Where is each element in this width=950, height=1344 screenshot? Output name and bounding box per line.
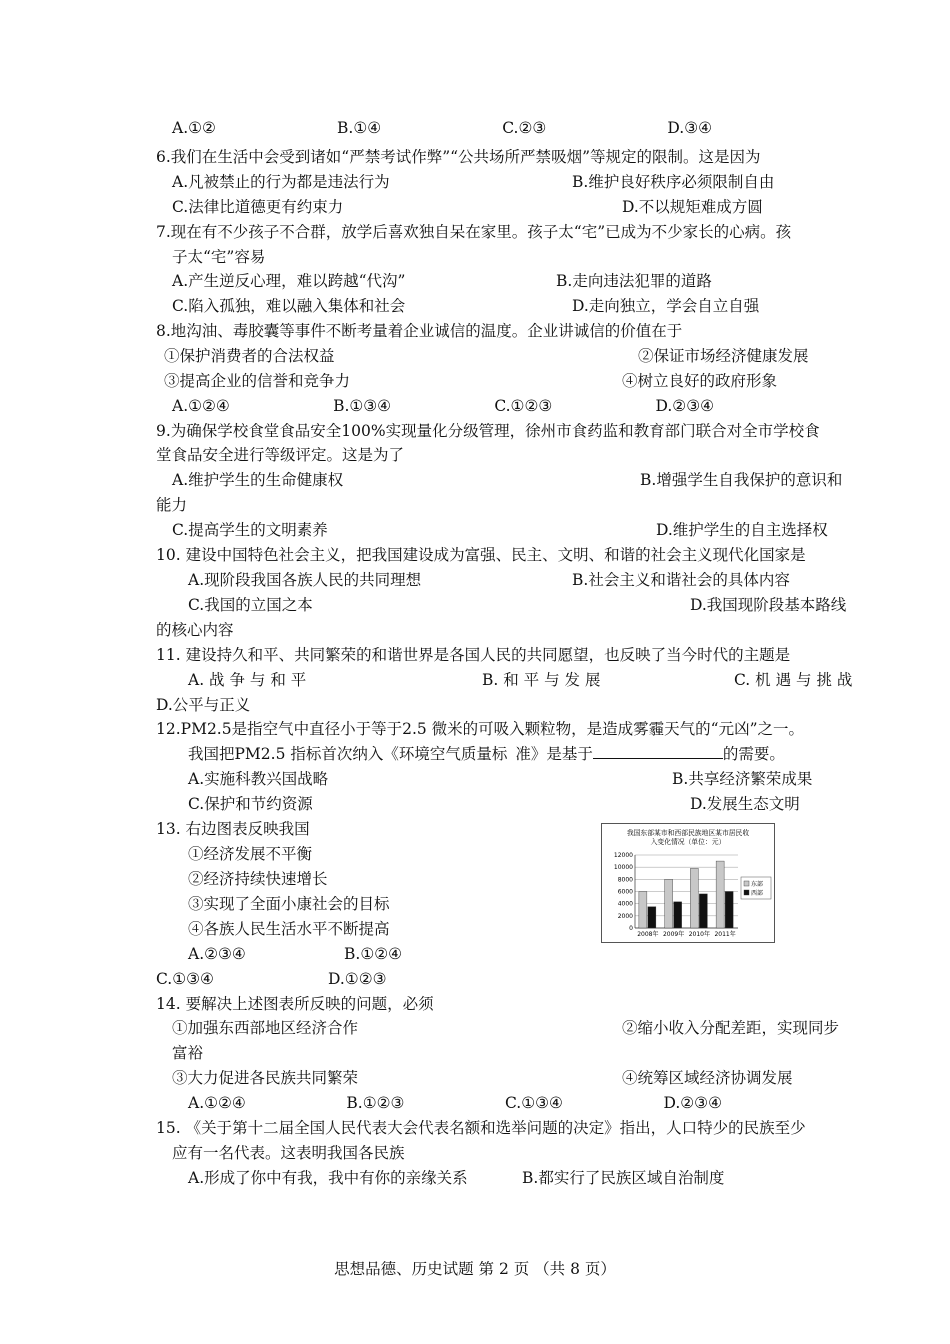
- chart-legend-swatch: [744, 890, 749, 895]
- q14-item-2: ②缩小收入分配差距，实现同步: [622, 1019, 840, 1037]
- income-chart-svg: [602, 824, 774, 942]
- chart-bar: [639, 892, 647, 929]
- q12-option-d: D.发展生态文明: [690, 795, 800, 813]
- q9-stem-line2: 堂食品安全进行等级评定。这是为了: [156, 446, 405, 464]
- q6-stem: 6.我们在生活中会受到诸如“严禁考试作弊”“公共场所严禁吸烟”等规定的限制。这是因为: [156, 148, 761, 166]
- q14-option-c: C.①③④: [504, 1094, 563, 1112]
- q15-stem-line1: 15. 《关于第十二届全国人民代表大会代表名额和选举问题的决定》指出，人口特少的民族至少: [156, 1119, 806, 1137]
- q8-option-c: C.①②③: [494, 397, 553, 415]
- q12-stem-line2: [188, 744, 785, 764]
- q13-item-1: ①经济发展不平衡: [188, 845, 313, 863]
- q13-item-3: ③实现了全面小康社会的目标: [188, 895, 390, 913]
- q14-item-1: ①加强东西部地区经济合作: [172, 1019, 359, 1037]
- chart-bar: [674, 902, 682, 928]
- q8-item-4: ④树立良好的政府形象: [622, 372, 778, 390]
- q8-item-2: ②保证市场经济健康发展: [638, 347, 809, 365]
- q6-option-a: A.凡被禁止的行为都是违法行为: [172, 173, 390, 191]
- page-footer: 思想品德、历史试题 第 2 页 （共 8 页）: [334, 1260, 616, 1278]
- q13-option-d: D.①②③: [328, 970, 387, 988]
- chart-bar: [725, 892, 733, 929]
- chart-bar: [665, 879, 673, 928]
- q7-option-d: D.走向独立，学会自立自强: [572, 297, 760, 315]
- q13-item-4: ④各族人民生活水平不断提高: [188, 920, 390, 938]
- q8-options: [172, 396, 714, 416]
- q6-option-b: B.维护良好秩序必须限制自由: [572, 173, 775, 191]
- chart-x-tick-label: 2008年: [637, 931, 659, 938]
- q12-option-b: B.共享经济繁荣成果: [672, 770, 813, 788]
- q14-option-d: D.②③④: [663, 1094, 722, 1112]
- q14-options: [188, 1093, 722, 1113]
- chart-bar: [716, 861, 724, 928]
- q5-option-c: C.②③: [502, 119, 547, 137]
- q13-item-2: ②经济持续快速增长: [188, 870, 328, 888]
- q10-option-c: C.我国的立国之本: [188, 596, 313, 614]
- q8-stem: 8.地沟油、毒胶囊等事件不断考量着企业诚信的温度。企业讲诚信的价值在于: [156, 322, 683, 340]
- chart-y-tick-label: 10000: [613, 864, 633, 872]
- chart-title-line2: 入变化情况（单位：元）: [650, 838, 726, 846]
- chart-bar: [690, 868, 698, 928]
- chart-y-tick-label: 2000: [617, 912, 633, 920]
- q13-option-b: B.①②④: [344, 945, 403, 963]
- q10-option-a: A.现阶段我国各族人民的共同理想: [188, 571, 422, 589]
- q7-option-c: C.陷入孤独，难以融入集体和社会: [172, 297, 406, 315]
- q14-option-b: B.①②③: [346, 1094, 405, 1112]
- chart-x-tick-label: 2010年: [688, 931, 711, 938]
- q9-option-a: A.维护学生的生命健康权: [172, 471, 344, 489]
- q13-stem: 13. 右边图表反映我国: [156, 820, 310, 838]
- q5-option-d: D.③④: [667, 119, 712, 137]
- chart-x-tick-label: 2011年: [714, 931, 736, 938]
- q8-option-a: A.①②④: [172, 397, 230, 415]
- q13-option-c: C.①③④: [156, 970, 214, 988]
- q10-option-b: B.社会主义和谐社会的具体内容: [572, 571, 790, 589]
- q11-option-a: A. 战 争 与 和 平: [188, 671, 307, 689]
- chart-title-line1: 我国东部某市和西部民族地区某市居民收: [626, 829, 750, 837]
- q7-option-a: A.产生逆反心理，难以跨越“代沟”: [172, 272, 406, 290]
- chart-y-tick-label: 4000: [617, 900, 633, 908]
- q12-stem-part2: 准》是基于: [515, 745, 593, 763]
- q11-option-c: C. 机 遇 与 挑 战: [734, 671, 853, 689]
- chart-legend-label: 西部: [751, 890, 764, 897]
- q11-option-d: D.公平与正义: [156, 696, 251, 714]
- chart-legend-label: 东部: [751, 881, 764, 888]
- chart-bar: [699, 894, 707, 928]
- q6-option-d: D.不以规矩难成方圆: [622, 198, 763, 216]
- q15-option-a: A.形成了你中有我，我中有你的亲缘关系: [188, 1169, 468, 1187]
- q8-option-b: B.①③④: [333, 397, 392, 415]
- q10-option-d: D.我国现阶段基本路线: [690, 596, 847, 614]
- q12-stem-part1: 我国把PM2.5 指标首次纳入《环境空气质量标: [188, 745, 508, 763]
- q8-item-3: ③提高企业的信誉和竞争力: [164, 372, 351, 390]
- chart-y-tick-label: 0: [629, 925, 633, 932]
- q12-option-c: C.保护和节约资源: [188, 795, 313, 813]
- q14-item-2-cont: 富裕: [172, 1044, 204, 1062]
- income-chart: [601, 823, 775, 943]
- q14-stem: 14. 要解决上述图表所反映的问题，必须: [156, 995, 434, 1013]
- q9-option-c: C.提高学生的文明素养: [172, 521, 328, 539]
- q14-item-3: ③大力促进各民族共同繁荣: [172, 1069, 359, 1087]
- q7-stem-line2: 子太“宅”容易: [172, 248, 266, 266]
- chart-legend-swatch: [744, 881, 749, 886]
- q12-option-a: A.实施科教兴国战略: [188, 770, 329, 788]
- q11-option-b: B. 和 平 与 发 展: [482, 671, 601, 689]
- q7-stem-line1: 7.现在有不少孩子不合群，放学后喜欢独自呆在家里。孩子太“宅”已成为不少家长的心病。孩: [156, 223, 792, 241]
- q15-stem-line2: 应有一名代表。这表明我国各民族: [172, 1144, 405, 1162]
- answer-blank: [593, 744, 723, 759]
- q9-option-b-cont: 能力: [156, 496, 188, 514]
- q14-item-4: ④统筹区域经济协调发展: [622, 1069, 793, 1087]
- q13-option-a: A.②③④: [188, 945, 246, 963]
- q14-option-a: A.①②④: [188, 1094, 246, 1112]
- chart-bar: [648, 907, 656, 928]
- q12-stem-part3: 的需要。: [722, 745, 785, 763]
- q5-options: [172, 118, 712, 138]
- q7-option-b: B.走向违法犯罪的道路: [556, 272, 712, 290]
- chart-x-tick-label: 2009年: [662, 931, 685, 938]
- q5-option-b: B.①④: [337, 119, 382, 137]
- q15-option-b: B.都实行了民族区域自治制度: [522, 1169, 725, 1187]
- q10-stem: 10. 建设中国特色社会主义，把我国建设成为富强、民主、文明、和谐的社会主义现代化国家是: [156, 546, 806, 564]
- q6-option-c: C.法律比道德更有约束力: [172, 198, 344, 216]
- q8-option-d: D.②③④: [655, 397, 714, 415]
- q11-stem: 11. 建设持久和平、共同繁荣的和谐世界是各国人民的共同愿望，也反映了当今时代的主题是: [156, 646, 791, 664]
- q10-option-d-cont: 的核心内容: [156, 621, 234, 639]
- q9-stem-line1: 9.为确保学校食堂食品安全100%实现量化分级管理，徐州市食药监和教育部门联合对全市学校食: [156, 422, 820, 440]
- q5-option-a: A.①②: [172, 119, 216, 137]
- chart-y-tick-label: 6000: [617, 888, 633, 896]
- q9-option-d: D.维护学生的自主选择权: [656, 521, 828, 539]
- chart-y-tick-label: 8000: [617, 876, 633, 884]
- chart-y-tick-label: 12000: [613, 852, 633, 859]
- q12-stem-line1: 12.PM2.5是指空气中直径小于等于2.5 微米的可吸入颗粒物，是造成雾霾天气的“元凶”之一。: [156, 720, 805, 738]
- q8-item-1: ①保护消费者的合法权益: [164, 347, 335, 365]
- q9-option-b: B.增强学生自我保护的意识和: [640, 471, 843, 489]
